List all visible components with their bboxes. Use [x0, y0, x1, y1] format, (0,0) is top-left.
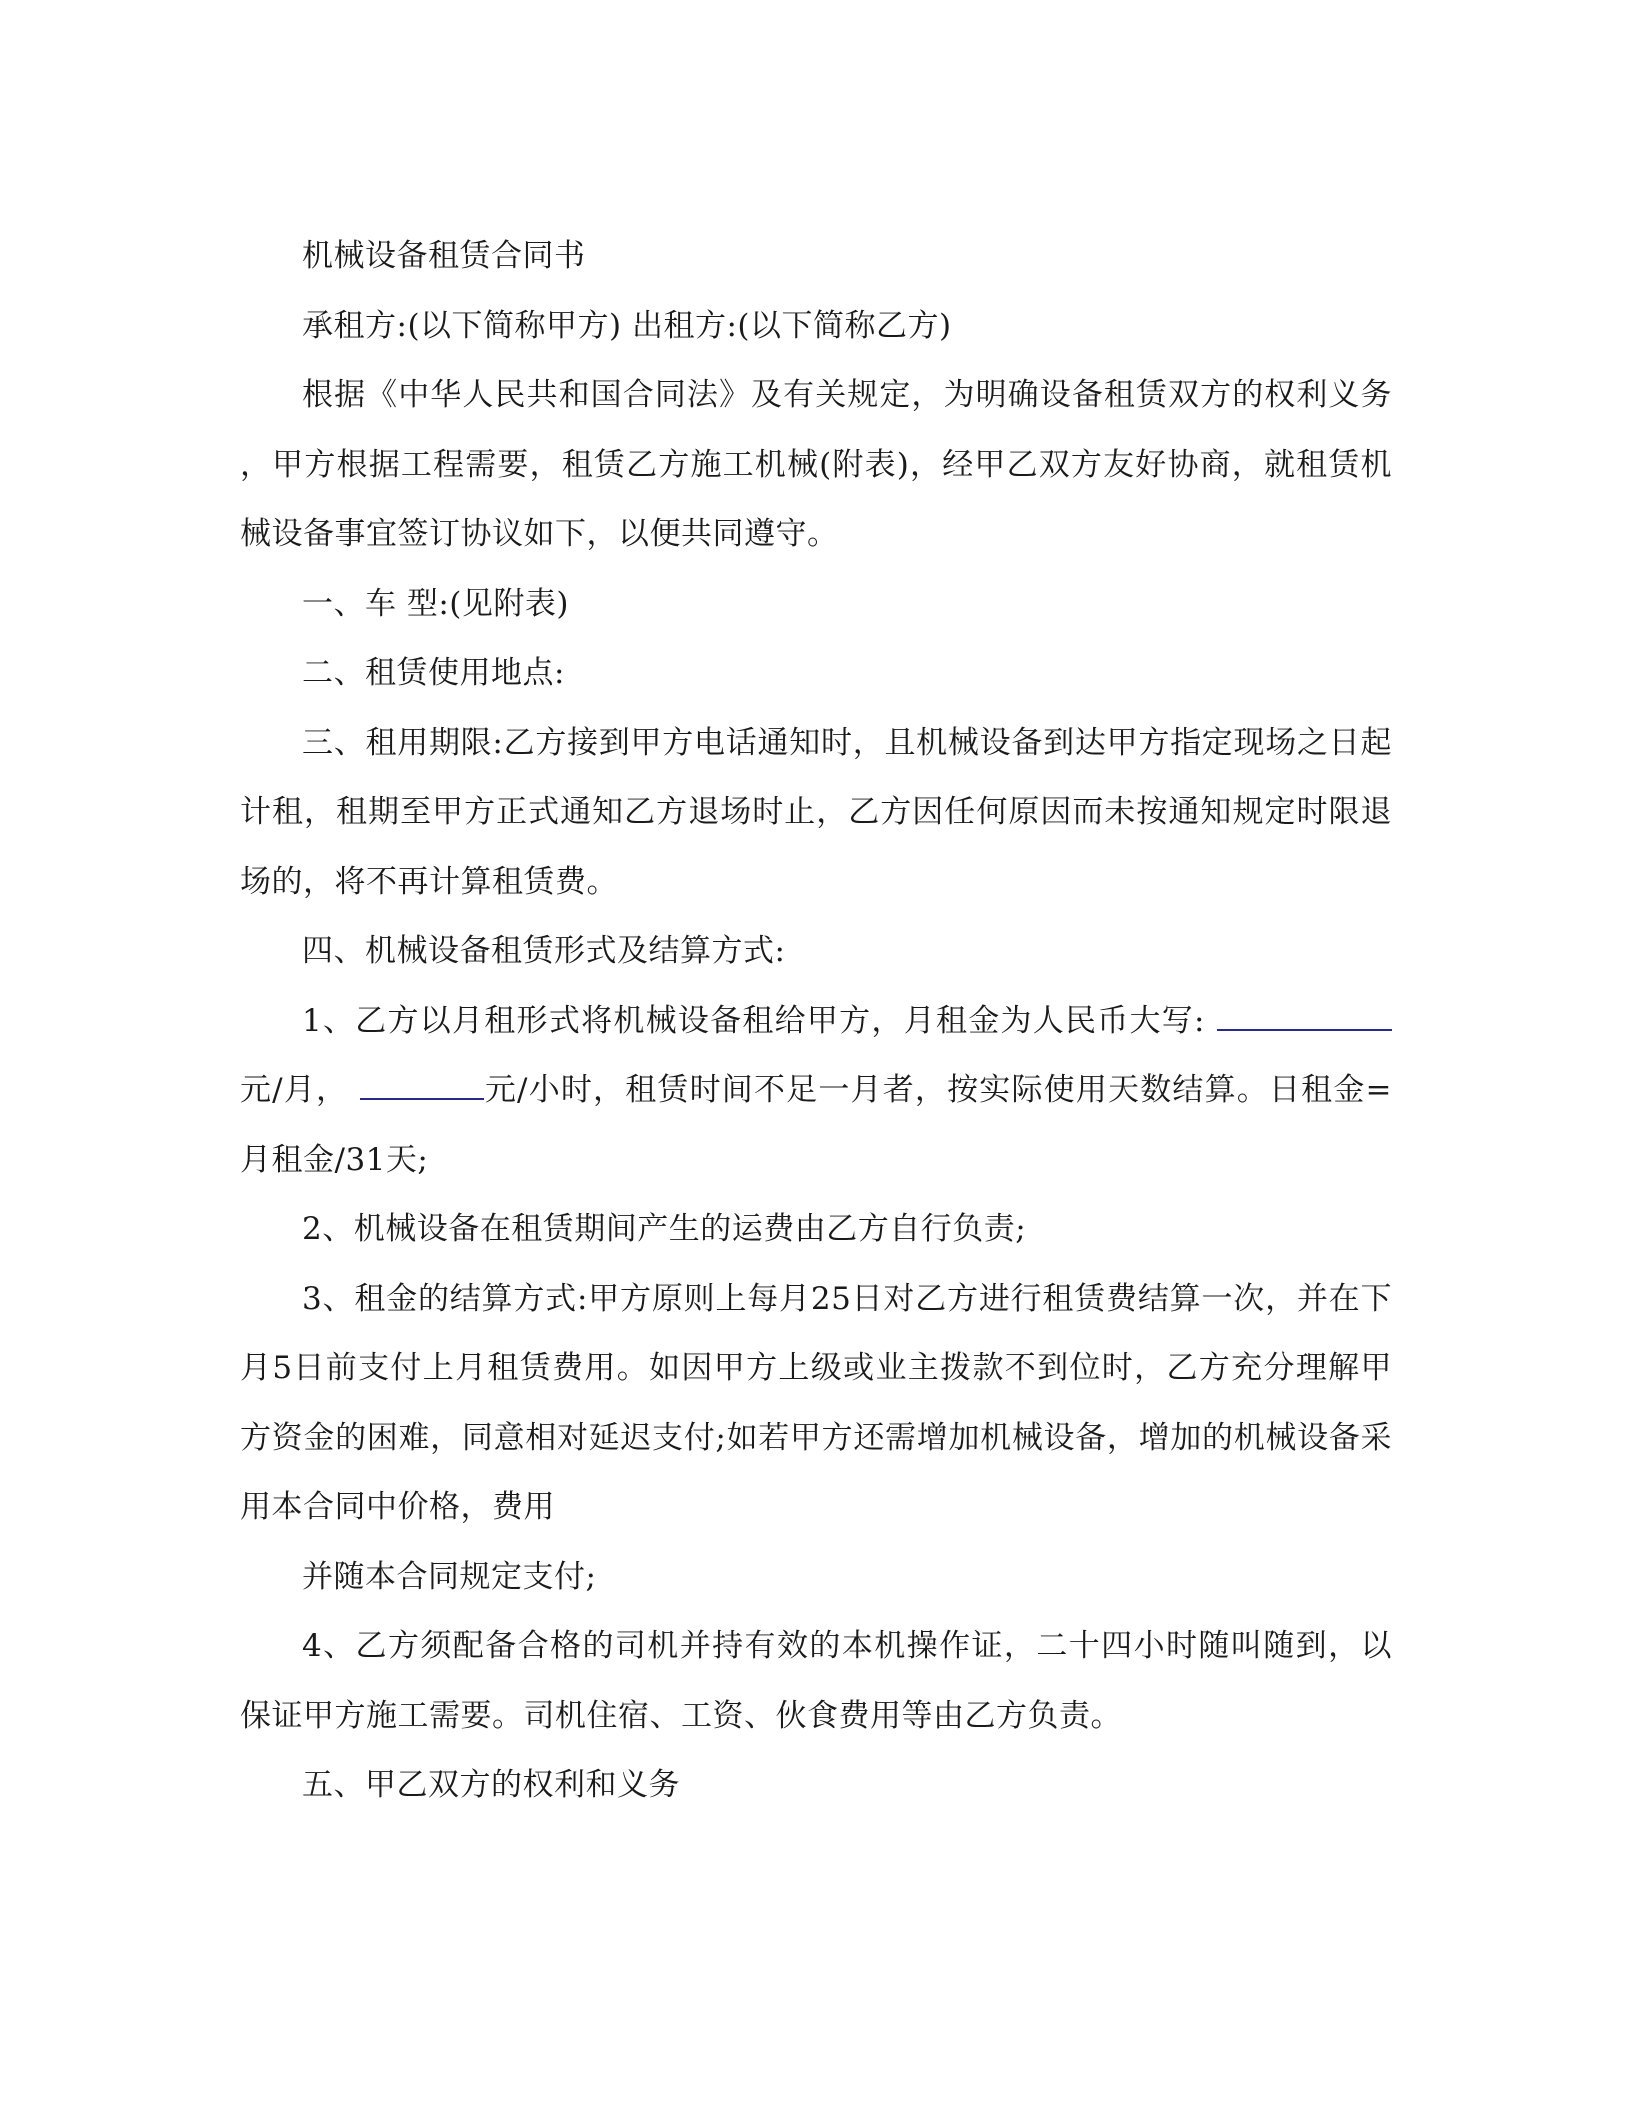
document-title: 机械设备租赁合同书: [302, 238, 586, 274]
document-body: [240, 222, 1392, 1821]
item-monthly-rent-text-a: 1、乙方以月租形式将机械设备租给甲方，月租金为人民币大写:: [302, 1002, 1205, 1039]
item-freight: 2、机械设备在租赁期间产生的运费由乙方自行负责;: [302, 1211, 1027, 1247]
parties-line: 承租方:(以下简称甲方) 出租方:(以下简称乙方): [302, 307, 952, 344]
item-monthly-rent-text-c: 元/小时，租赁时间不足一月者，按实际使用天数结算。日租金=月租金/31天;: [240, 1072, 1392, 1178]
monthly-rent-blank: [1217, 996, 1392, 1031]
clause-rental-period: 三、租用期限:乙方接到甲方电话通知时，且机械设备到达甲方指定现场之日起计租，租期至甲方正式通知乙方退场时止，乙方因任何原因而未按通知规定时限退场的，将不再计算租赁费。: [240, 724, 1392, 900]
item-driver: 4、乙方须配备合格的司机并持有效的本机操作证，二十四小时随叫随到，以保证甲方施工需要。司机住宿、工资、伙食费用等由乙方负责。: [240, 1628, 1392, 1734]
item-settlement-continued: 并随本合同规定支付;: [302, 1558, 597, 1595]
item-monthly-rent: [240, 987, 1392, 1196]
preamble-paragraph: 根据《中华人民共和国合同法》及有关规定，为明确设备租赁双方的权利义务，甲方根据工程需要，租赁乙方施工机械(附表)，经甲乙双方友好协商，就租赁机械设备事宜签订协议如下，以便共同遵守。: [240, 377, 1392, 552]
hourly-rent-blank: [360, 1065, 484, 1100]
item-settlement: 3、租金的结算方式:甲方原则上每月25日对乙方进行租赁费结算一次，并在下月5日前支付上月租赁费用。如因甲方上级或业主拨款不到位时，乙方充分理解甲方资金的困难，同意相对延迟支付;如若甲方还需增加机械设备，增加的机械设备采用本合同中价格，费用: [240, 1280, 1392, 1525]
item-monthly-rent-text-b: 元/月，: [240, 1072, 349, 1108]
clause-location: 二、租赁使用地点:: [302, 655, 565, 691]
clause-rights-obligations: 五、甲乙双方的权利和义务: [302, 1767, 680, 1803]
clause-rental-form: 四、机械设备租赁形式及结算方式:: [302, 933, 786, 969]
clause-vehicle-type: 一、车 型:(见附表): [302, 585, 569, 622]
